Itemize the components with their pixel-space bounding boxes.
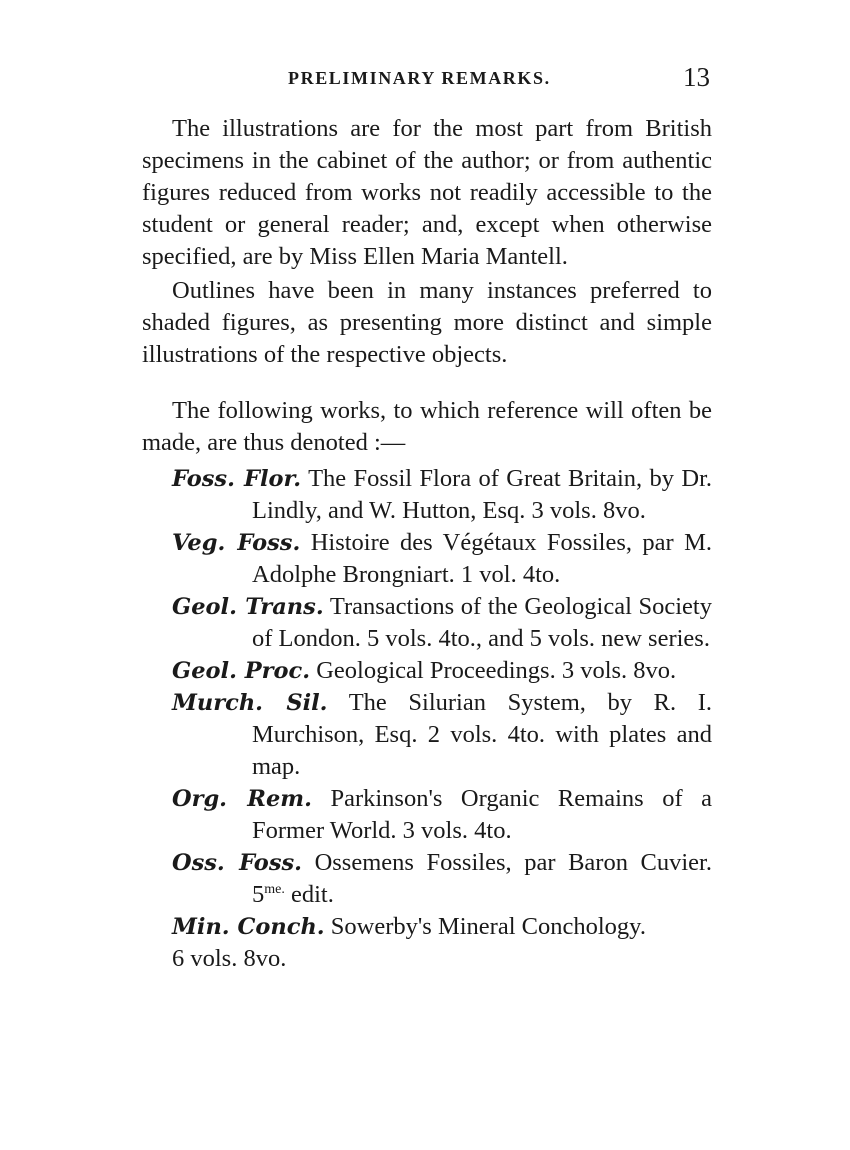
reference-text: Transactions of the Geological Society of London. 5 vols. 4to., and 5 vols. new series. [252,593,712,652]
reference-item [172,527,712,591]
reference-item [172,463,712,527]
reference-list [142,463,712,975]
running-title: PRELIMINARY REMARKS. [288,68,551,88]
page-header [140,62,712,98]
reference-abbreviation: Murch. Sil. [172,690,328,716]
reference-item [172,847,712,911]
reference-text: Histoire des Végétaux Fossiles, par M. Adolphe Brongniart. 1 vol. 4to. [252,529,713,588]
reference-abbreviation: Veg. Foss. [172,530,301,556]
reference-item [172,687,712,783]
reference-abbreviation: Oss. Foss. [172,850,302,876]
edition-word: edit. [290,881,334,908]
page-number: 13 [683,62,710,92]
reference-abbreviation: Geol. Trans. [172,594,324,620]
reference-abbreviation: Min. Conch. [172,914,325,940]
reference-continuation: 6 vols. 8vo. [172,945,287,972]
reference-abbreviation: Foss. Flor. [172,466,302,492]
reference-item [172,911,712,943]
reference-item [172,783,712,847]
reference-item [172,655,712,687]
reference-text: Sowerby's Mineral Conchology. [330,913,646,940]
paragraph-outlines: Outlines have been in many instances preferred to shaded figures, as presenting more distinct and simple illustrations of the respective objects. [142,277,712,368]
reference-item [172,591,712,655]
reference-text: The Fossil Flora of Great Britain, by Dr. Lindly, and W. Hutton, Esq. 3 vols. 8vo. [252,465,713,524]
edition-number: 5 [252,881,265,908]
reference-text: The Silurian System, by R. I. Murchison, Esq. 2 vols. 4to. with plates and map. [252,689,712,780]
reference-abbreviation: Geol. Proc. [172,658,311,684]
edition-superscript: me. [264,881,285,897]
paragraph-illustrations: The illustrations are for the most part from British specimens in the cabinet of the author; or from authentic figures reduced from works not readily accessible to the student or general reader; and, except when otherwise specified, are by Miss Ellen Maria Mantell. [142,115,712,270]
reference-abbreviation: Org. Rem. [172,786,312,812]
reference-text: Geological Proceedings. 3 vols. 8vo. [316,657,677,684]
paragraph-references-intro: The following works, to which reference will often be made, are thus denoted :— [142,397,712,456]
reference-text: Parkinson's Organic Remains of a Former World. 3 vols. 4to. [252,785,713,844]
reference-text: Ossemens Fossiles, par Baron Cuvier. [314,849,712,876]
body-text [142,113,712,975]
